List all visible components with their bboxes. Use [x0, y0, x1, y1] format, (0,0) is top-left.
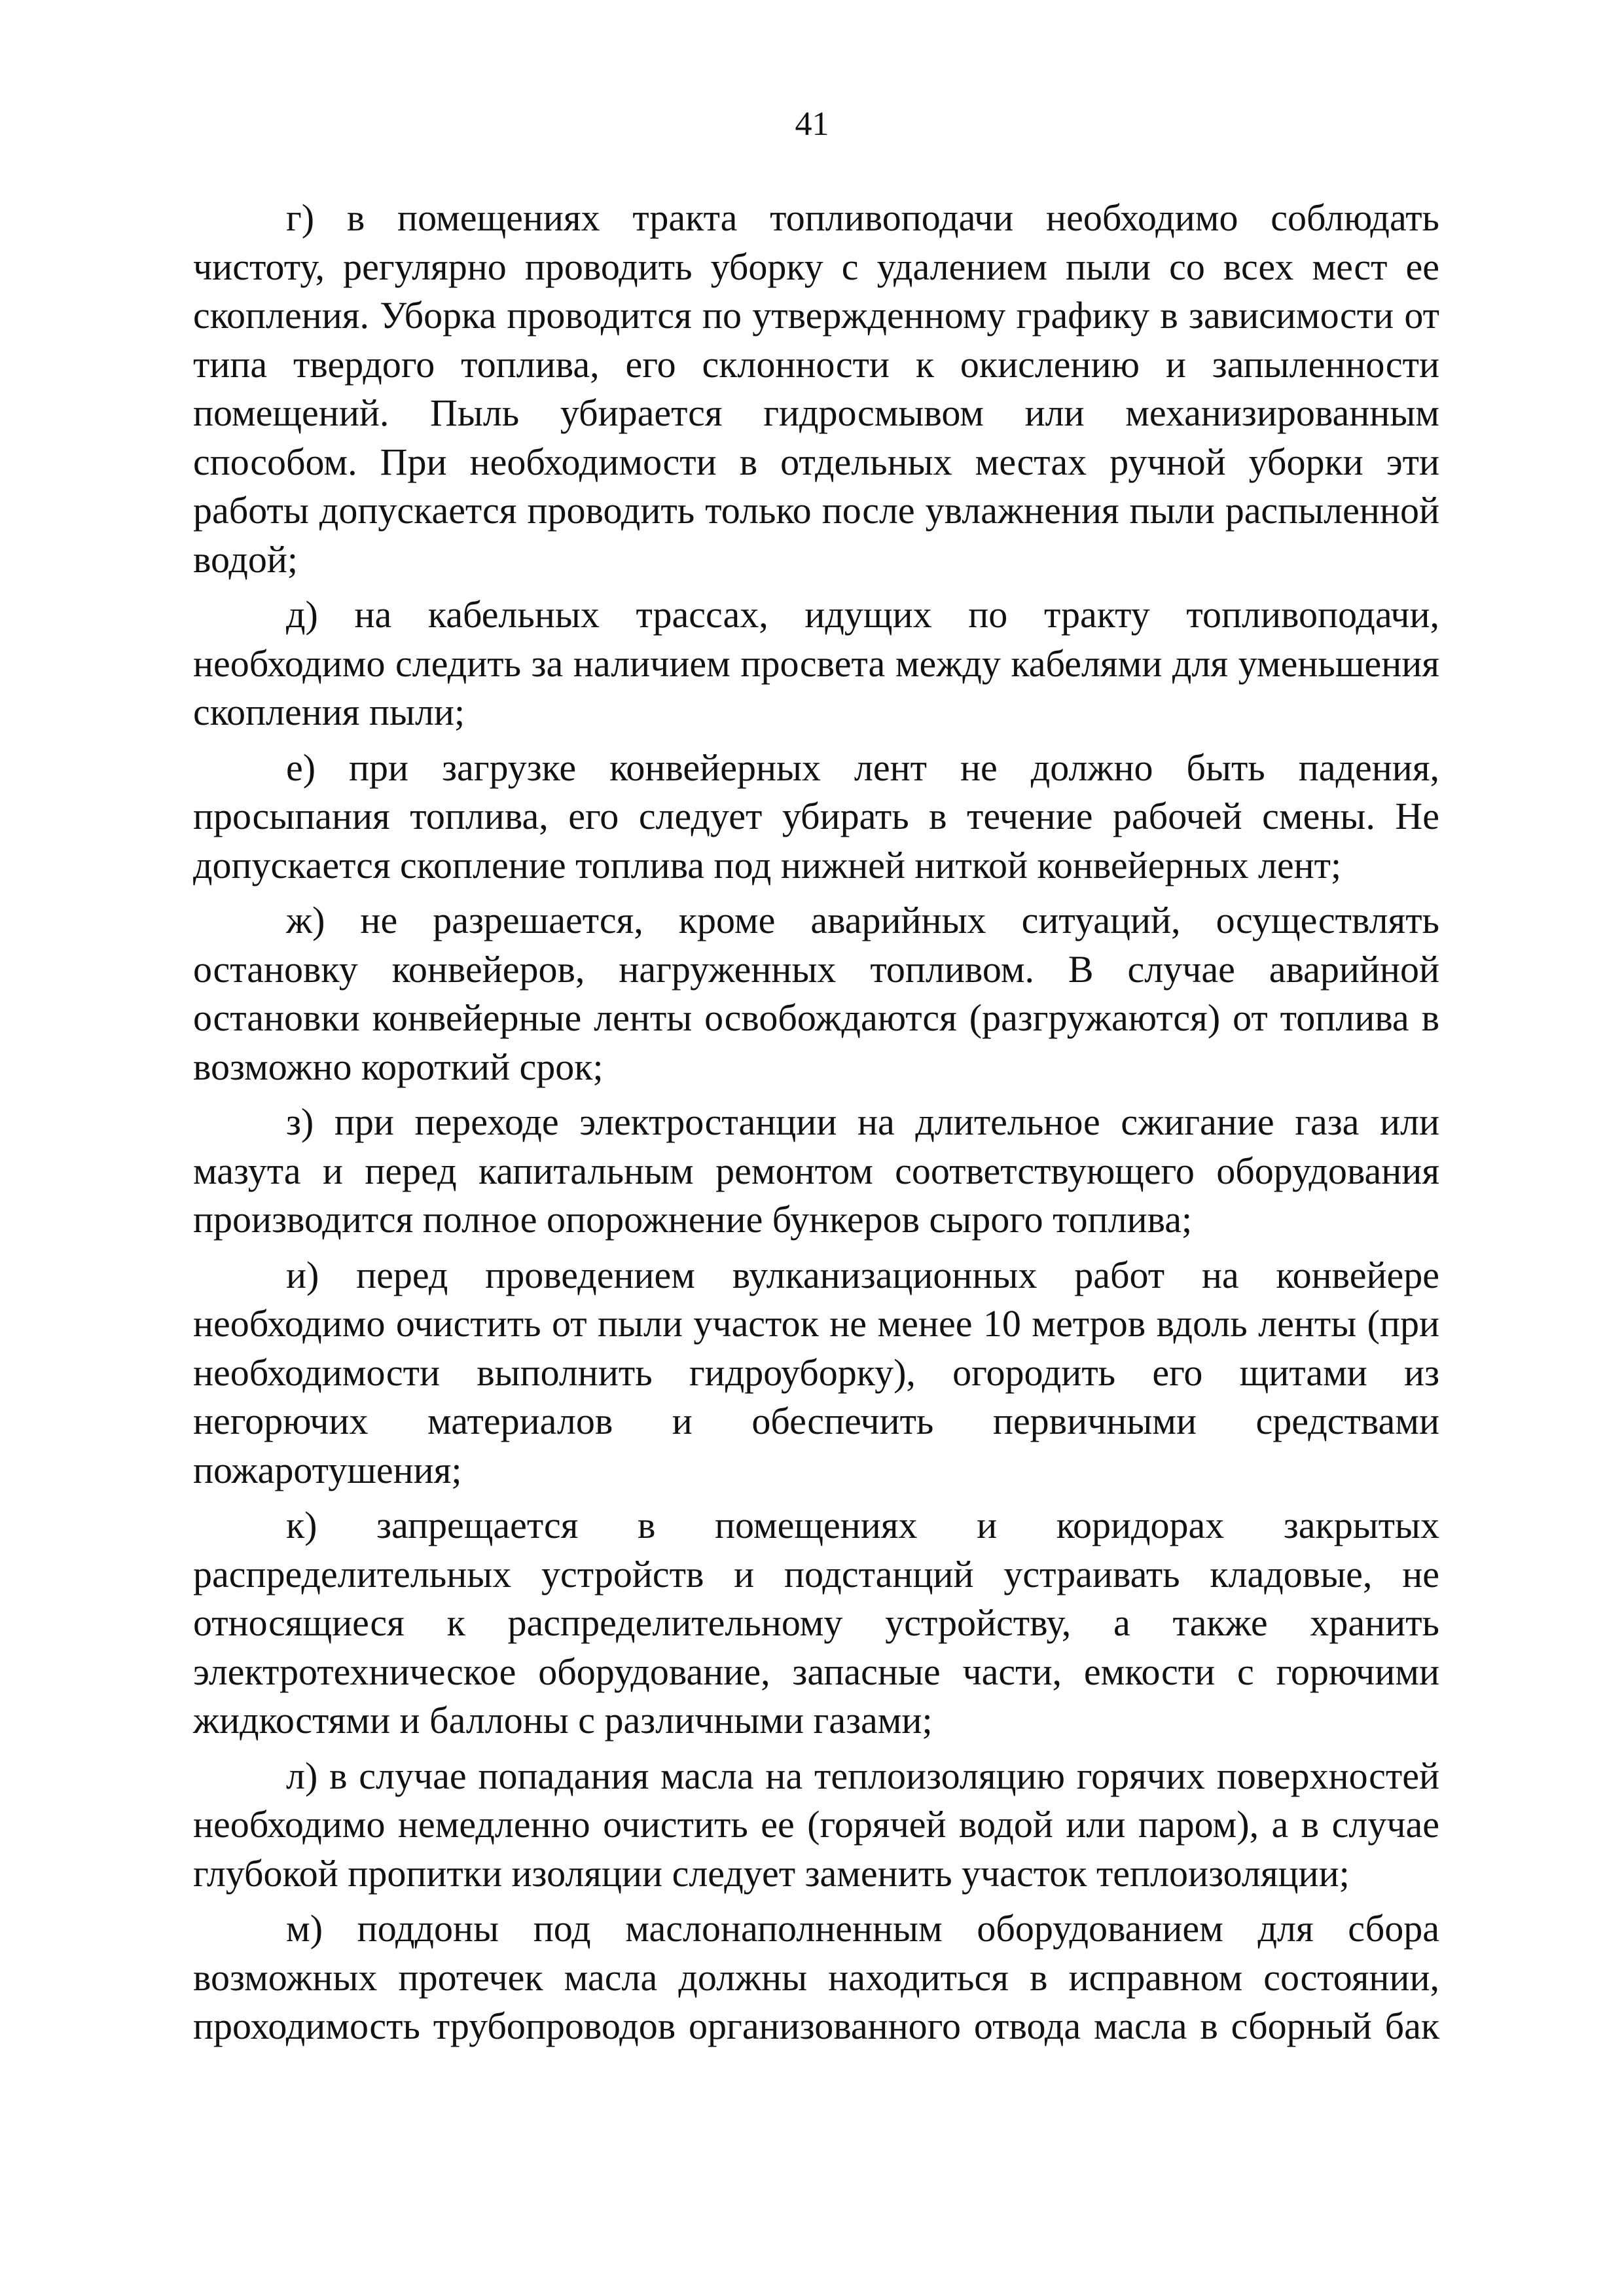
document-body: [193, 194, 1439, 2058]
paragraph-zh: ж) не разрешается, кроме аварийных ситуаций, осуществлять остановку конвейеров, нагруженных топливом. В случае аварийной остановки конвейерные ленты освобождаются (разгружаются) от топлива в возможно короткий срок;: [193, 899, 1439, 1088]
paragraph-g: г) в помещениях тракта топливоподачи необходимо соблюдать чистоту, регулярно проводить уборку с удалением пыли со всех мест ее скопления. Уборка проводится по утвержденному графику в зависимости от типа твердого топлива, его склонности к окислению и запыленности помещений. Пыль убирается гидросмывом или механизированным способом. При необходимости в отдельных местах ручной уборки эти работы допускается проводить только после увлажнения пыли распыленной водой;: [193, 196, 1439, 581]
paragraph-m: м) поддоны под маслонаполненным оборудованием для сбора возможных протечек масла должны находиться в исправном состоянии, проходимость трубопроводов организованного отвода масла в сборный бак: [193, 1907, 1439, 2047]
paragraph-i: и) перед проведением вулканизационных работ на конвейере необходимо очистить от пыли участок не менее 10 метров вдоль ленты (при необходимости выполнить гидроуборку), огородить его щитами из негорючих материалов и обеспечить первичными средствами пожаротушения;: [193, 1253, 1439, 1491]
page-number: 41: [795, 105, 829, 143]
paragraph-l: л) в случае попадания масла на теплоизоляцию горячих поверхностей необходимо немедленно очистить ее (горячей водой или паром), а в случае глубокой пропитки изоляции следует заменить участок теплоизоляции;: [193, 1754, 1439, 1895]
paragraph-e: е) при загрузке конвейерных лент не должно быть падения, просыпания топлива, его следует убирать в течение рабочей смены. Не допускается скопление топлива под нижней ниткой конвейерных лент;: [193, 746, 1439, 886]
paragraph-d: д) на кабельных трассах, идущих по тракту топливоподачи, необходимо следить за наличием просвета между кабелями для уменьшения скопления пыли;: [193, 593, 1439, 733]
paragraph-z: з) при переходе электростанции на длительное сжигание газа или мазута и перед капитальным ремонтом соответствующего оборудования производится полное опорожнение бункеров сырого топлива;: [193, 1101, 1439, 1241]
paragraph-k: к) запрещается в помещениях и коридорах закрытых распределительных устройств и подстанций устраивать кладовые, не относящиеся к распределительному устройству, а также хранить электротехническое оборудование, запасные части, емкости с горючими жидкостями и баллоны с различными газами;: [193, 1504, 1439, 1741]
